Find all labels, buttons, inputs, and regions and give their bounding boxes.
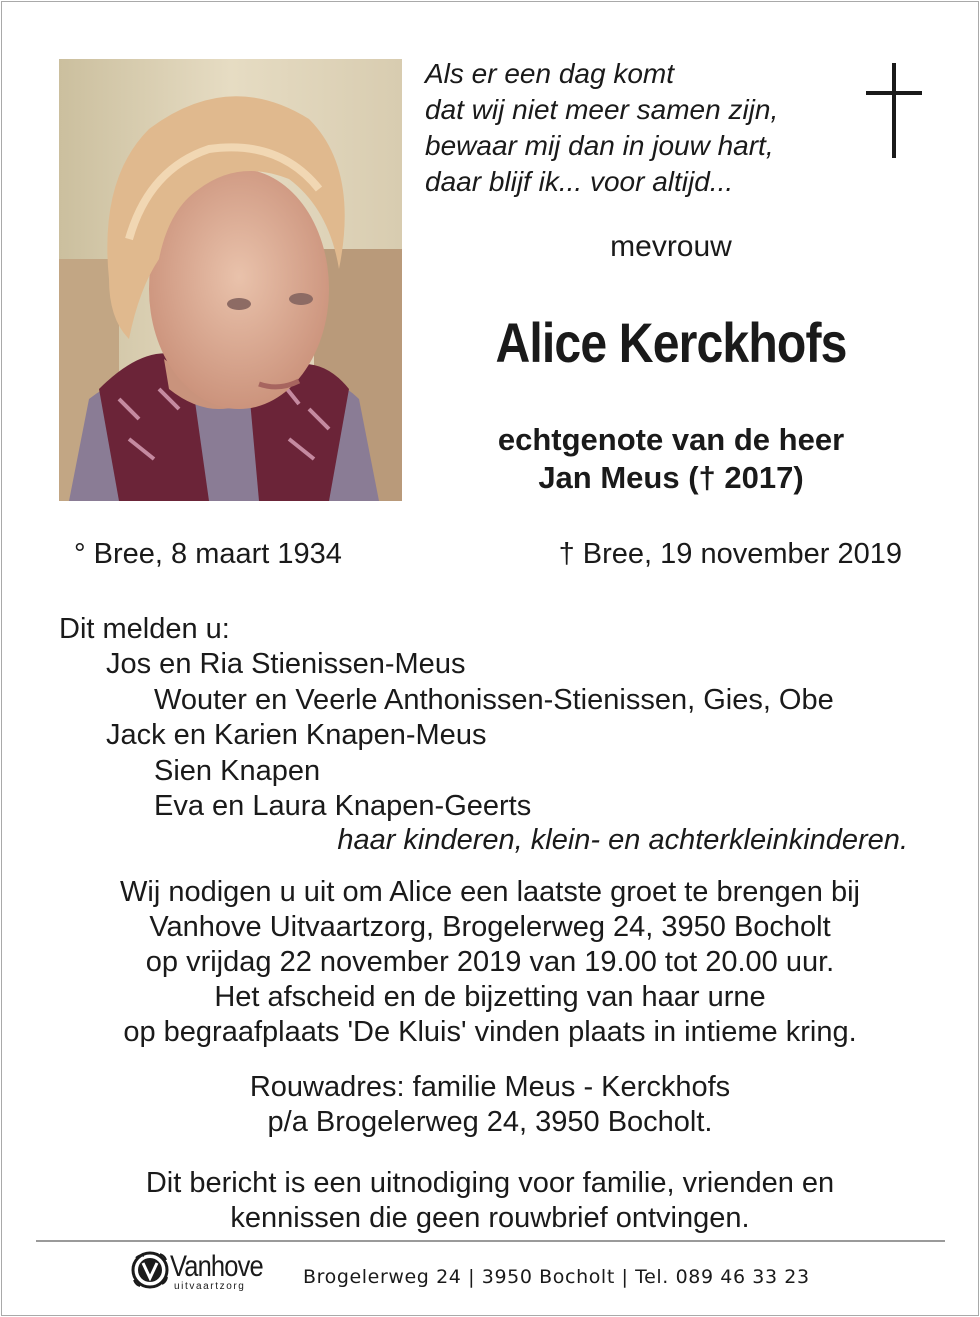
family-announcement xyxy=(59,612,909,824)
invitation-line: Wij nodigen u uit om Alice een laatste groet te brengen bij xyxy=(120,876,860,908)
poem-line: daar blijf ik... voor altijd... xyxy=(425,166,734,197)
poem-line: Als er een dag komt xyxy=(425,58,675,89)
family-member: Sien Knapen xyxy=(154,754,321,787)
announcement-intro: Dit melden u: xyxy=(59,613,230,645)
address-line: p/a Brogelerweg 24, 3950 Bocholt. xyxy=(267,1106,713,1138)
family-relation: haar kinderen, klein- en achterkleinkinderen. xyxy=(337,824,908,856)
notice-line: kennissen die geen rouwbrief ontvingen. xyxy=(230,1202,750,1234)
memorial-poem xyxy=(425,56,845,200)
notice-line: Dit bericht is een uitnodiging voor familie, vrienden en xyxy=(145,1167,835,1199)
funeral-home-logo xyxy=(130,1250,290,1292)
death-date: † Bree, 19 november 2019 xyxy=(558,538,902,570)
cross-icon xyxy=(866,63,922,158)
notice-text xyxy=(40,1166,940,1236)
family-member: Jos en Ria Stienissen-Meus xyxy=(106,648,466,681)
invitation-line: Het afscheid en de bijzetting van haar urne xyxy=(214,981,766,1013)
family-member: Eva en Laura Knapen-Geerts xyxy=(154,789,532,822)
logo-name: Vanhove xyxy=(170,1250,263,1283)
address-line: Rouwadres: familie Meus - Kerckhofs xyxy=(249,1071,731,1103)
invitation-line: Vanhove Uitvaartzorg, Brogelerweg 24, 3950 Bocholt xyxy=(149,911,831,943)
spouse-line: echtgenote van de heer xyxy=(497,422,845,457)
portrait-photo xyxy=(59,59,402,501)
invitation-line: op vrijdag 22 november 2019 van 19.00 tot 20.00 uur. xyxy=(145,946,835,978)
spouse-info xyxy=(442,421,900,497)
spouse-line: Jan Meus († 2017) xyxy=(538,460,804,495)
family-member: Wouter en Veerle Anthonissen-Stienissen, Gies, Obe xyxy=(154,683,834,716)
poem-line: dat wij niet meer samen zijn, xyxy=(425,94,779,125)
deceased-title: mevrouw xyxy=(610,230,732,263)
footer-divider xyxy=(36,1240,945,1242)
footer-contact: Brogelerweg 24 | 3950 Bocholt | Tel. 089 46 33 23 xyxy=(303,1266,810,1288)
logo-subtitle: uitvaartzorg xyxy=(174,1281,246,1292)
deceased-name: Alice Kerckhofs xyxy=(495,311,847,374)
invitation-text xyxy=(40,875,940,1050)
logo-emblem-icon xyxy=(130,1250,170,1290)
mourning-address xyxy=(40,1070,940,1140)
invitation-line: op begraafplaats 'De Kluis' vinden plaats in intieme kring. xyxy=(123,1016,857,1048)
family-member: Jack en Karien Knapen-Meus xyxy=(106,719,487,752)
poem-line: bewaar mij dan in jouw hart, xyxy=(425,130,774,161)
birth-date: ° Bree, 8 maart 1934 xyxy=(74,538,342,570)
